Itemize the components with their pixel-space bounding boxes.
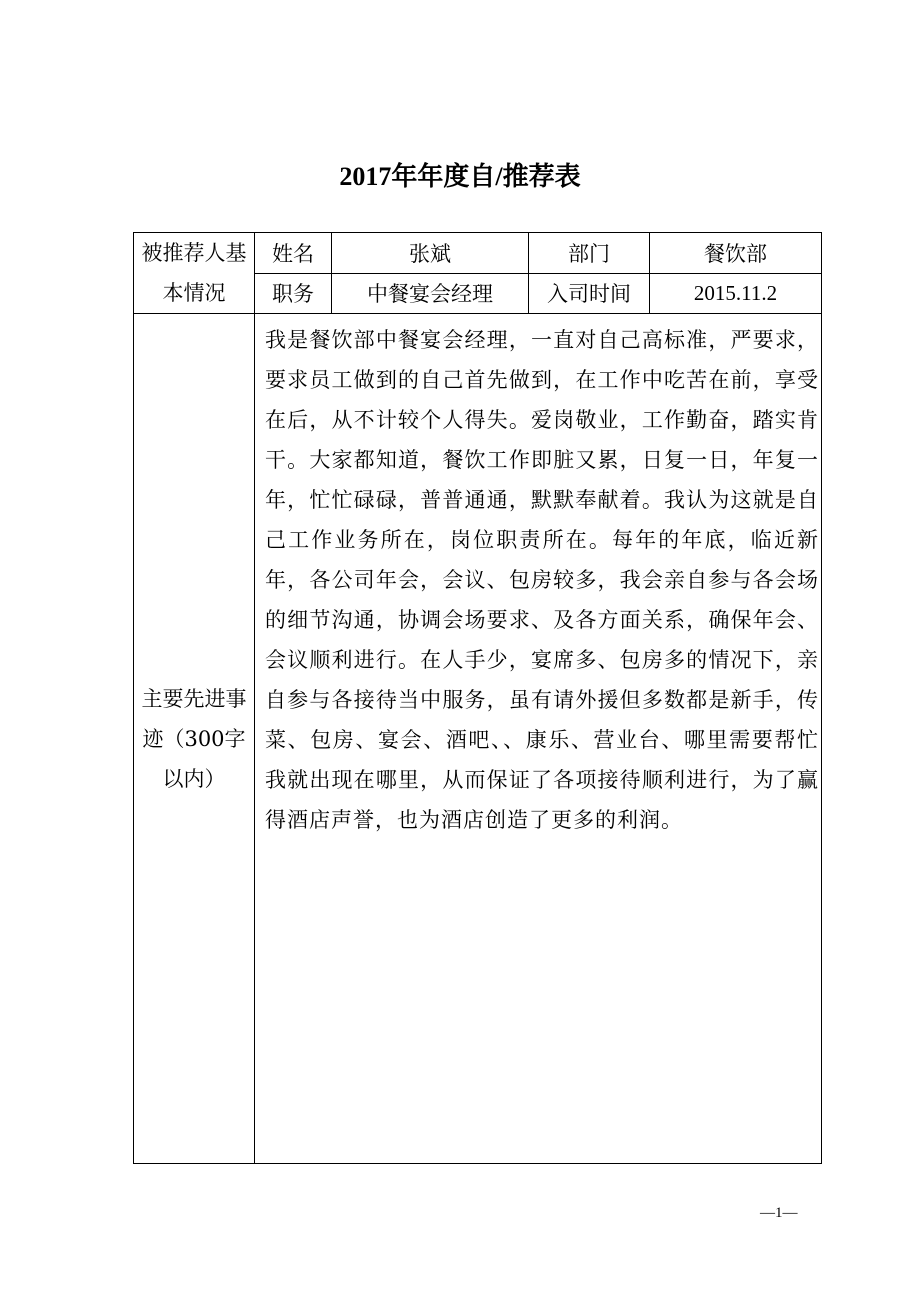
join-date-label: 入司时间 [529,273,650,314]
dept-value: 餐饮部 [650,233,822,274]
deeds-text: 我是餐饮部中餐宴会经理，一直对自己高标准，严要求，要求员工做到的自己首先做到，在工作中吃苦在前，享受在后，从不计较个人得失。爱岗敬业，工作勤奋，踏实肯干。大家都知道，餐饮工作即脏又累，日复一日，年复一年，忙忙碌碌，普普通通，默默奉献着。我认为这就是自己工作业务所在，岗位职责所在。每年的年底，临近新年，各公司年会，会议、包房较多，我会亲自参与各会场的细节沟通，协调会场要求、及各方面关系，确保年会、会议顺利进行。在人手少，宴席多、包房多的情况下，亲自参与各接待当中服务，虽有请外援但多数都是新手，传菜、包房、宴会、酒吧、、康乐、营业台、哪里需要帮忙我就出现在哪里，从而保证了各项接待顺利进行，为了赢得酒店声誉，也为酒店创造了更多的利润。 [265,328,819,832]
deeds-label: 主要先进事迹（300字以内） [134,314,255,1164]
name-value: 张斌 [332,233,529,274]
form-row-deeds [134,314,822,1164]
basic-info-label: 被推荐人基本情况 [134,233,255,314]
page-number: —1— [760,1205,798,1221]
deeds-cell [255,314,822,1164]
name-label: 姓名 [255,233,332,274]
position-value: 中餐宴会经理 [332,273,529,314]
form-row-name [134,233,822,274]
document-title: 2017年年度自/推荐表 [339,162,581,191]
join-date-value: 2015.11.2 [650,273,822,314]
dept-label: 部门 [529,233,650,274]
position-label: 职务 [255,273,332,314]
nomination-form-table [133,232,822,1164]
